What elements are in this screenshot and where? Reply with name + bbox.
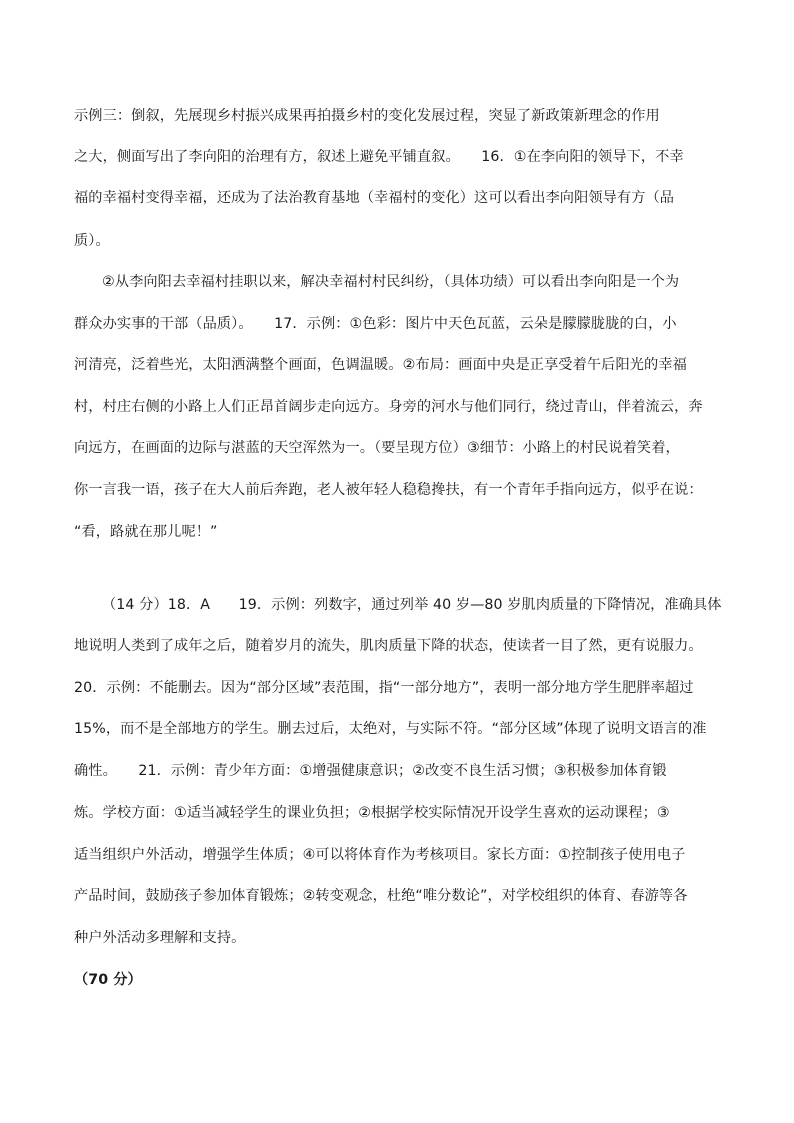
text-line-18: 适当组织户外活动，增强学生体质；④可以将体育作为考核项目。家长方面：①控制孩子使用电子	[74, 847, 686, 863]
text-line-8: 村，村庄右侧的小路上人们正昂首阔步走向远方。身旁的河水与他们同行，绕过青山，伴着流云，奔	[74, 399, 703, 415]
text-line-3: 福的幸福村变得幸福，还成为了法治教育基地（幸福村的变化）这可以看出李向阳领导有方（品	[74, 190, 675, 206]
text-line-10: 你一言我一语，孩子在大人前后奔跑，老人被年轻人稳稳搀扶，有一个青年手指向远方，似乎在说：	[74, 482, 703, 498]
text-line-9: 向远方，在画面的边际与湛蓝的天空浑然为一。（要呈现方位）③细节：小路上的村民说着笑着，	[74, 440, 680, 456]
text-line-17: 炼。学校方面：①适当减轻学生的课业负担；②根据学校实际情况开设学生喜欢的运动课程；③	[74, 805, 670, 821]
text-line-1: 示例三：倒叙，先展现乡村振兴成果再拍摄乡村的变化发展过程，突显了新政策新理念的作用	[74, 108, 660, 124]
text-line-12: （14 分）18．A 19．示例：列数字，通过列举 40 岁—80 岁肌肉质量的下降情况，准确具体	[102, 597, 722, 613]
text-line-5: ②从李向阳去幸福村挂职以来，解决幸福村村民纠纷，（具体功绩）可以看出李向阳是一个为	[102, 274, 680, 290]
text-line-15: 15%，而不是全部地方的学生。删去过后，太绝对，与实际不符。“部分区域”体现了说明文语言的准	[74, 721, 707, 737]
text-line-11: “看，路就在那儿呢！”	[74, 524, 218, 540]
text-line-14: 20．示例：不能删去。因为“部分区域”表范围，指“一部分地方”，表明一部分地方学生肥胖率超过	[74, 680, 694, 696]
text-line-2: 之大，侧面写出了李向阳的治理有方，叙述上避免平铺直叙。 16．①在李向阳的领导下，不幸	[74, 149, 684, 165]
text-line-4: 质）。	[74, 233, 110, 249]
text-line-6: 群众办实事的干部（品质）。 17．示例：①色彩：图片中天色瓦蓝，云朵是朦朦胧胧的白，小	[74, 316, 677, 332]
text-line-19: 产品时间，鼓励孩子参加体育锻炼；②转变观念，杜绝“唯分数论”，对学校组织的体育、春游等各	[74, 888, 688, 904]
text-line-7: 河清亮，泛着些光，太阳洒满整个画面，色调温暖。②布局：画面中央是正享受着午后阳光的幸福	[74, 357, 687, 373]
text-line-20: 种户外活动多理解和支持。	[74, 930, 246, 946]
score-label: （70 分）	[74, 972, 142, 988]
text-line-16: 确性。 21．示例：青少年方面：①增强健康意识；②改变不良生活习惯；③积极参加体育锻	[74, 763, 667, 779]
text-line-13: 地说明人类到了成年之后，随着岁月的流失，肌肉质量下降的状态，使读者一目了然，更有说服力。	[74, 638, 703, 654]
